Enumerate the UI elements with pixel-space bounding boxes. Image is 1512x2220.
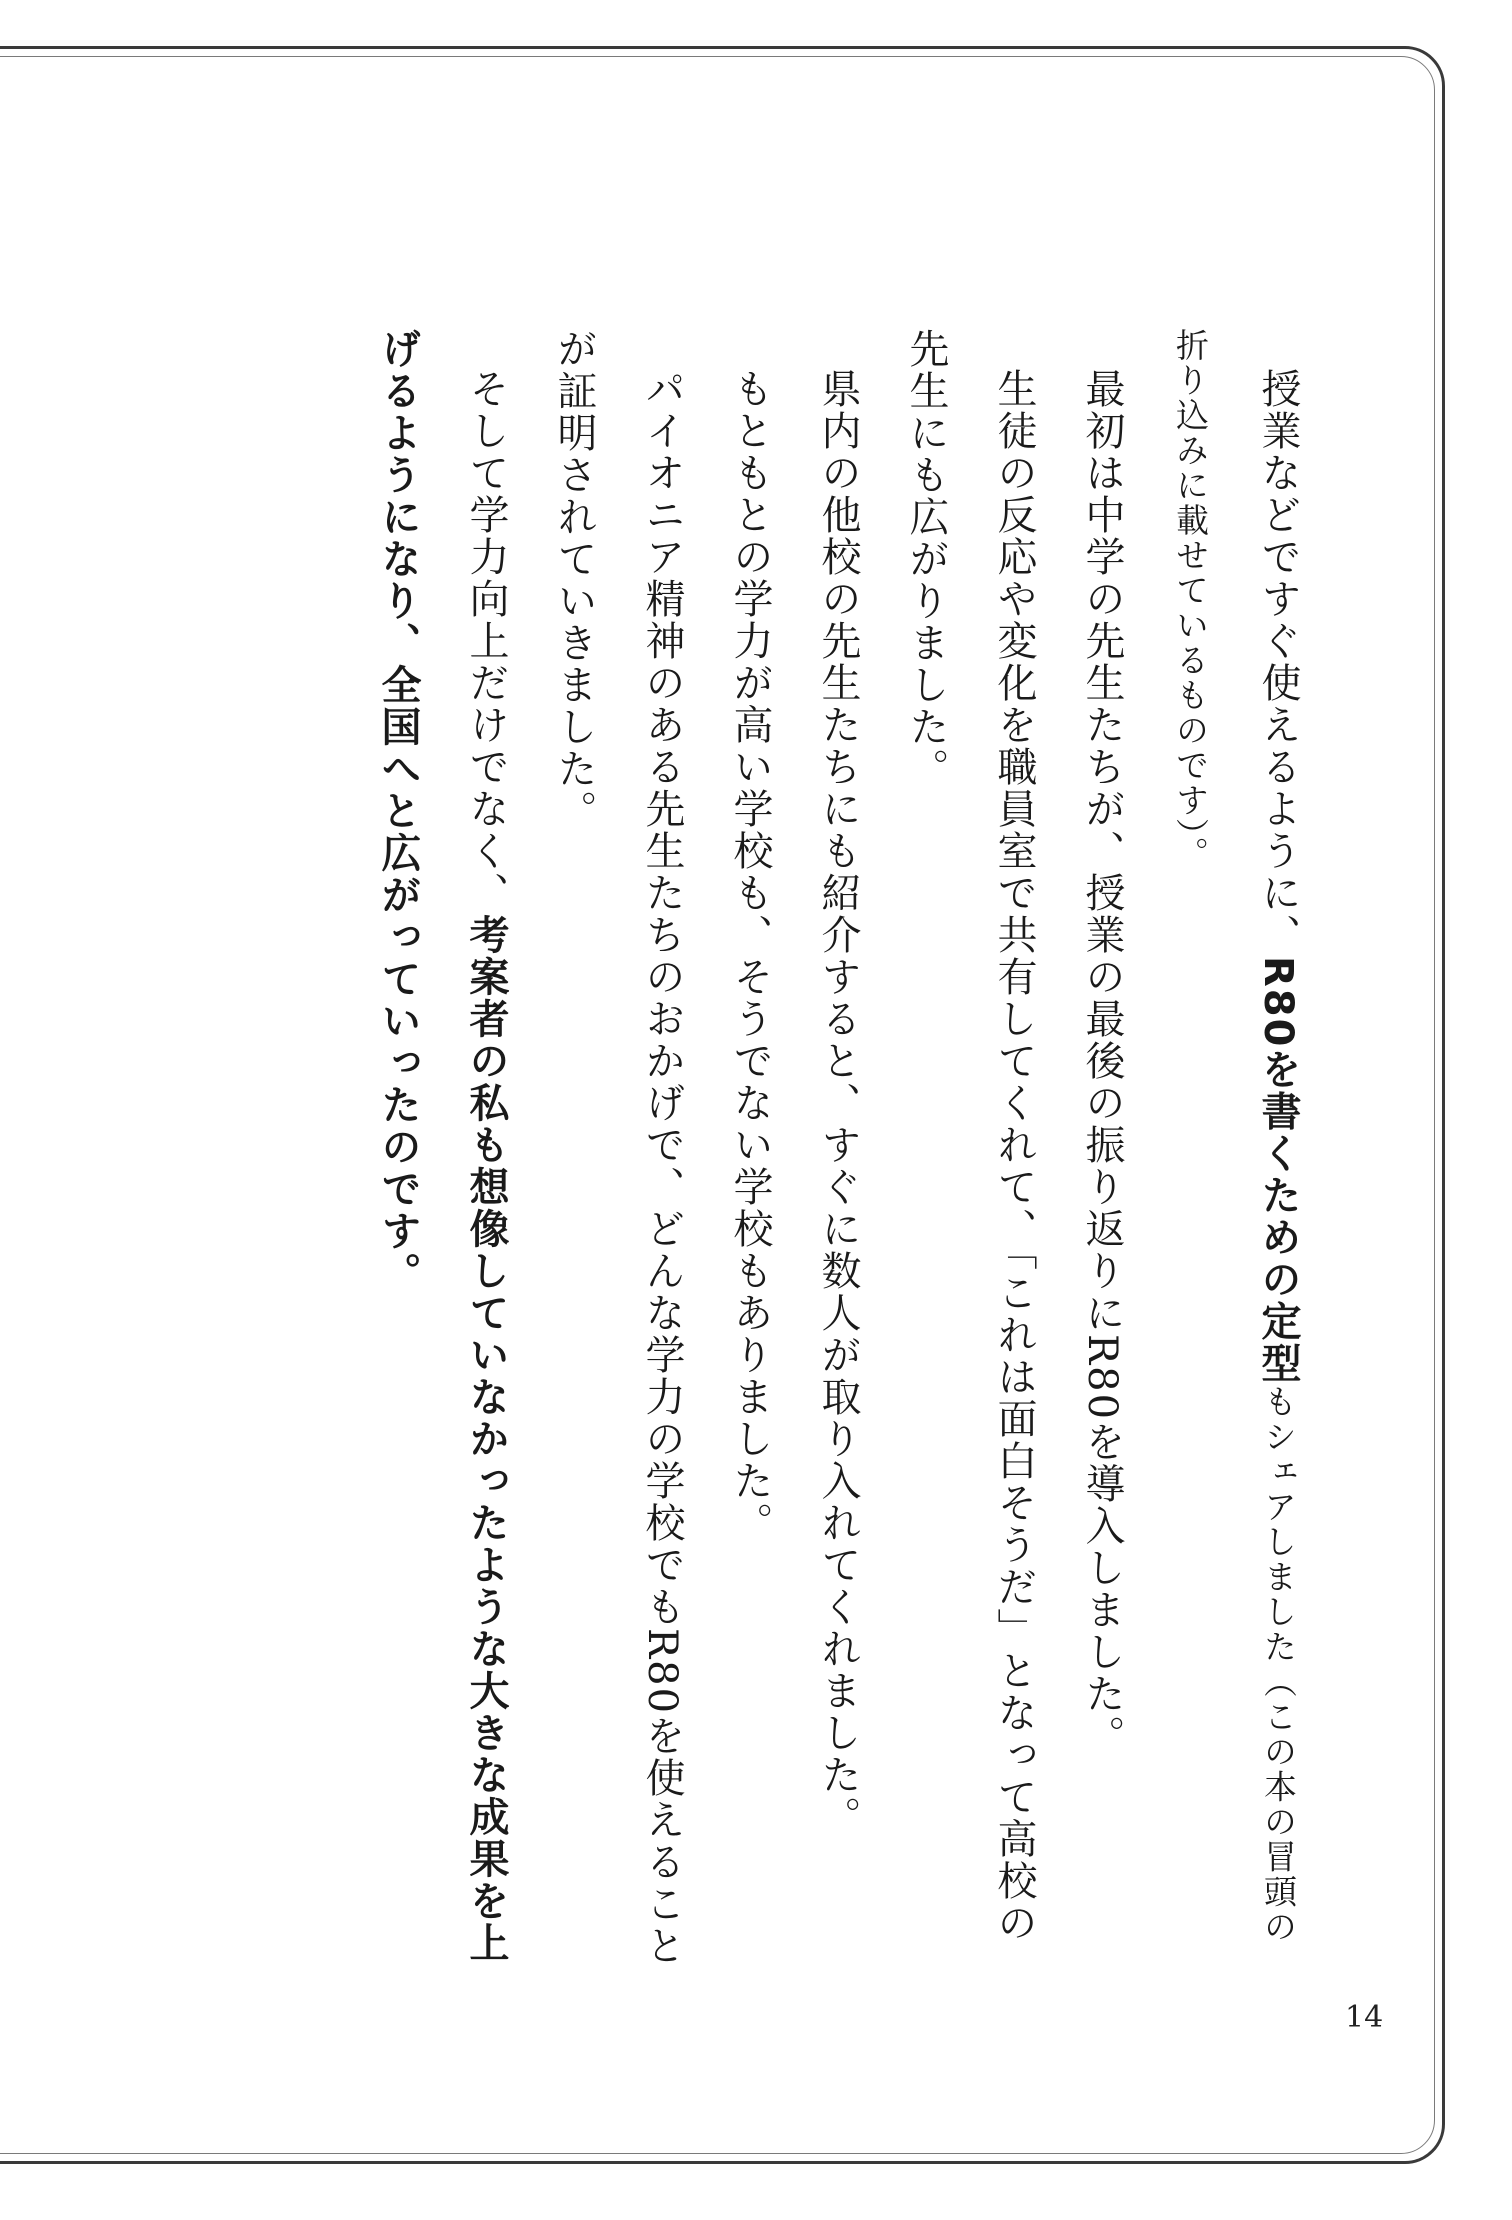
paragraph-6 xyxy=(530,328,706,1978)
page-number: 14 xyxy=(1345,2000,1384,2035)
paragraph-2-run-1: 最初は中学の先生たちが、授業の最後の振り返りにR80を導入しました。 xyxy=(1079,368,1125,1758)
paragraph-1-run-1: 授業などですぐ使えるように、 xyxy=(1255,368,1301,956)
paragraph-1-run-2: R80を書くための定型 xyxy=(1255,956,1301,1385)
paragraph-1-run-3: もシェアしました（この本の冒頭の折り込みに載せているものです）。 xyxy=(1171,328,1298,1945)
paragraph-6-run-1: パイオニア精神のある先生たちのおかげで、どんな学力の学校でもR80を使えることが証明されていきました。 xyxy=(551,328,685,1968)
paragraph-7-run-2: 考案者の私も想像していなかったような大きな成果を上げるようになり、全国へと広がっていったのです。 xyxy=(375,328,509,1964)
paragraph-2 xyxy=(1058,328,1146,1978)
paragraph-7 xyxy=(354,328,530,1978)
paragraph-5-run-1: もともとの学力が高い学校も、そうでない学校もありました。 xyxy=(727,368,773,1544)
paragraph-1 xyxy=(1146,328,1322,1978)
paragraph-5 xyxy=(706,328,794,1978)
paragraph-7-run-1: そして学力向上だけでなく、 xyxy=(463,368,509,914)
paragraph-3 xyxy=(882,328,1058,1978)
paragraph-3-run-1: 生徒の反応や変化を職員室で共有してくれて、「これは面白そうだ」となって高校の先生にも広がりました。 xyxy=(903,328,1037,1944)
paragraph-4-run-1: 県内の他校の先生たちにも紹介すると、すぐに数人が取り入れてくれました。 xyxy=(815,368,861,1838)
paragraph-4 xyxy=(794,328,882,1978)
body-text xyxy=(354,328,1322,1978)
